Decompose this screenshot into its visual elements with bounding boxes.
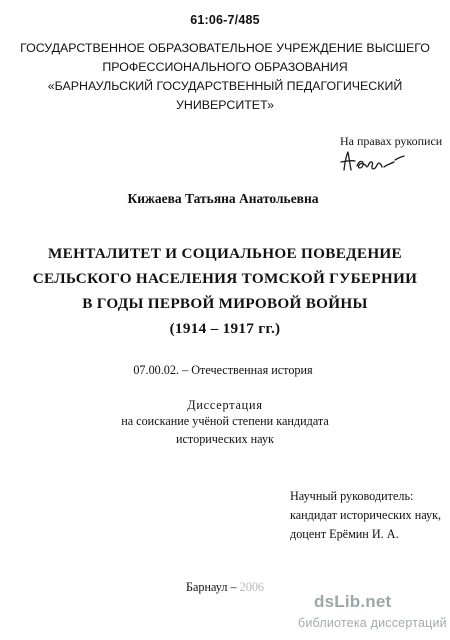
catalog-code: 61:06-7/485	[190, 13, 260, 27]
title-line-2: СЕЛЬСКОГО НАСЕЛЕНИЯ ТОМСКОЙ ГУБЕРНИИ	[32, 270, 418, 287]
dissertation-label: Диссертация	[187, 398, 263, 412]
handwritten-signature	[338, 148, 418, 176]
institution-line-4: УНИВЕРСИТЕТ»	[176, 98, 274, 112]
supervisor-name: доцент Ерёмин И. А.	[290, 527, 399, 541]
supervisor-heading: Научный руководитель:	[290, 489, 414, 503]
degree-line-2: исторических наук	[176, 432, 274, 446]
specialty-code: 07.00.02. – Отечественная история	[133, 363, 313, 377]
title-line-1: МЕНТАЛИТЕТ И СОЦИАЛЬНОЕ ПОВЕДЕНИЕ	[48, 245, 402, 262]
institution-line-3: «БАРНАУЛЬСКИЙ ГОСУДАРСТВЕННЫЙ ПЕДАГОГИЧЕСКИЙ	[47, 79, 403, 93]
title-line-3: В ГОДЫ ПЕРВОЙ МИРОВОЙ ВОЙНЫ	[82, 295, 368, 312]
title-line-4: (1914 – 1917 гг.)	[169, 320, 281, 337]
city-label: Барнаул –	[185, 580, 240, 594]
institution-line-1: ГОСУДАРСТВЕННОЕ ОБРАЗОВАТЕЛЬНОЕ УЧРЕЖДЕНИЕ ВЫСШЕГО	[20, 41, 430, 55]
year-label: 2006	[239, 580, 264, 594]
watermark-caption[interactable]: библиотека диссертаций	[298, 616, 447, 630]
author-name: Кижаева Татьяна Анатольевна	[127, 191, 319, 206]
manuscript-rights-label: На правах рукописи	[340, 134, 443, 148]
institution-line-2: ПРОФЕССИОНАЛЬНОГО ОБРАЗОВАНИЯ	[102, 60, 348, 74]
watermark-logo[interactable]: dsLib.net	[314, 592, 392, 611]
degree-line-1: на соискание учёной степени кандидата	[121, 414, 329, 428]
supervisor-degree: кандидат исторических наук,	[290, 508, 442, 522]
